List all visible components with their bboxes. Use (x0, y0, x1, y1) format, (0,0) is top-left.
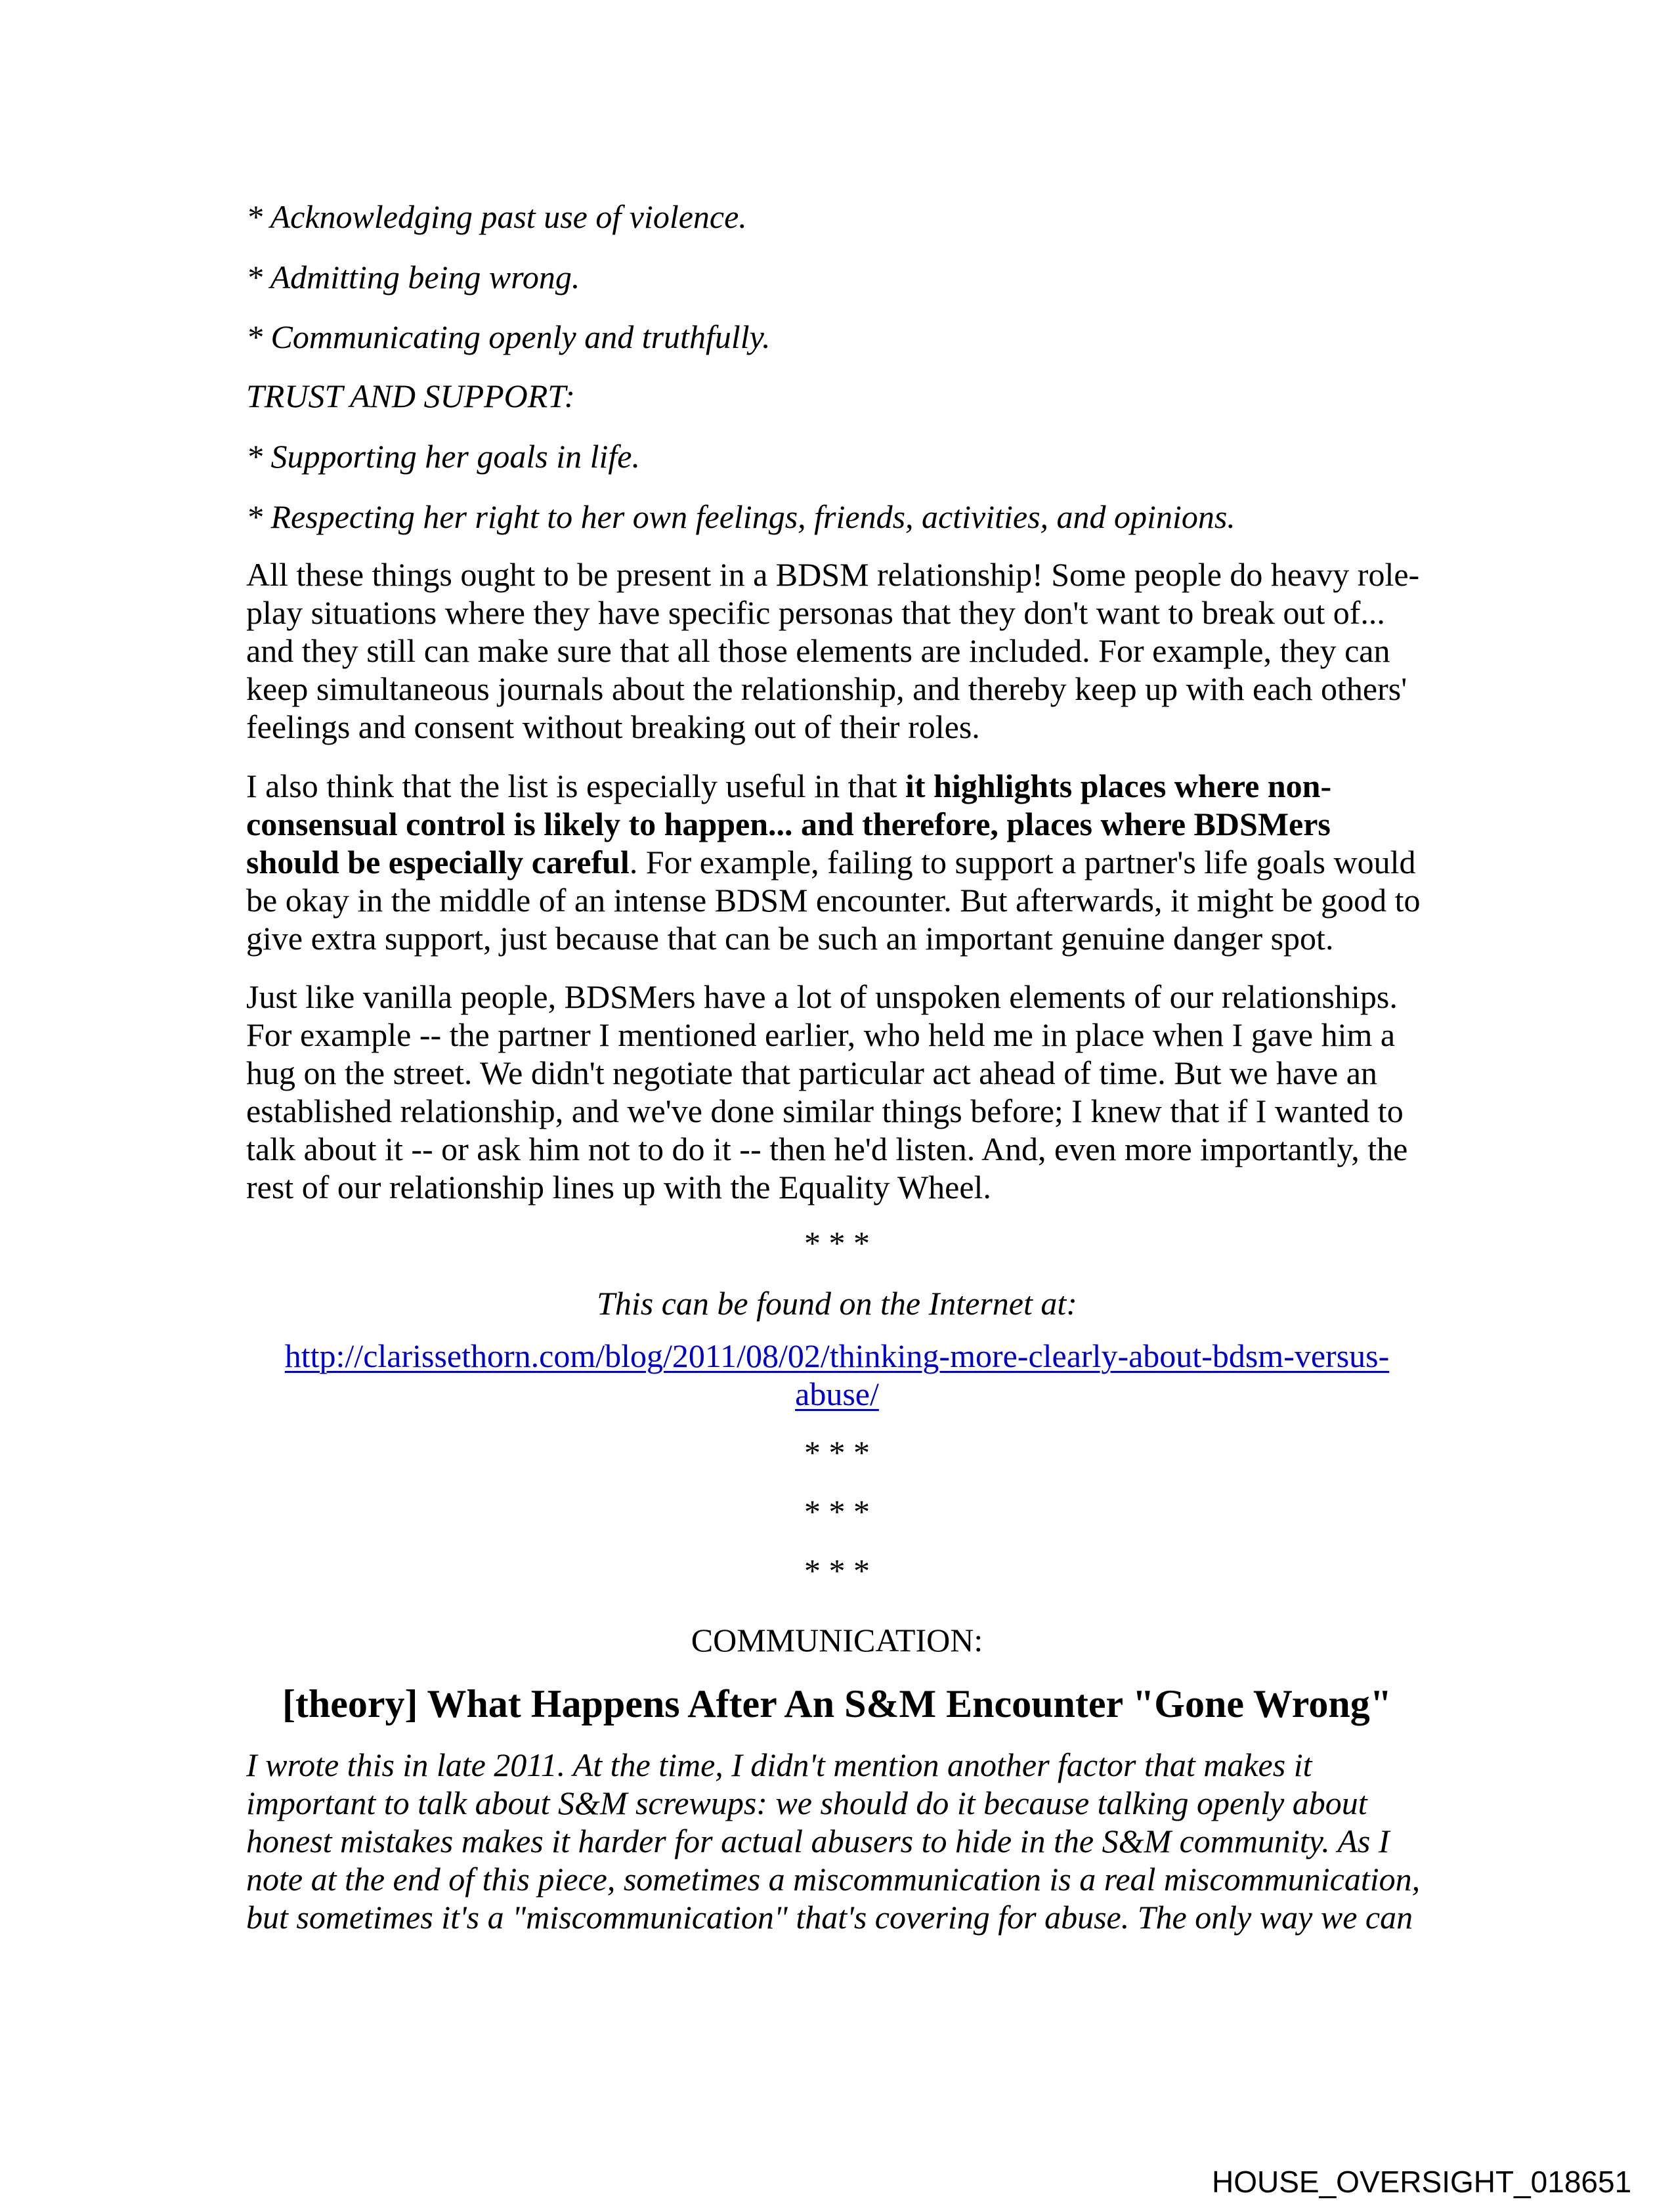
list-heading-trust-and-support: TRUST AND SUPPORT: (246, 378, 576, 414)
paragraph-line: important to talk about S&M screwups: we should do it because talking openly about (246, 1785, 1367, 1821)
paragraph-line: Just like vanilla people, BDSMers have a lot of unspoken elements of our relationships. (246, 978, 1398, 1015)
list-item: * Communicating openly and truthfully. (246, 318, 771, 355)
paragraph-line: and they still can make sure that all those elements are included. For example, they can (246, 632, 1390, 669)
paragraph-line: feelings and consent without breaking out of their roles. (246, 708, 980, 745)
paragraph-line-bold: consensual control is likely to happen... and therefore, places where BDSMers (246, 806, 1331, 842)
paragraph-line: keep simultaneous journals about the relationship, and thereby keep up with each others' (246, 670, 1407, 707)
plain-text: . For example, failing to support a partner's life goals would (629, 844, 1416, 880)
paragraph-line: All these things ought to be present in a BDSM relationship! Some people do heavy role- (246, 556, 1420, 593)
paragraph-line: I wrote this in late 2011. At the time, I didn't mention another factor that makes it (246, 1746, 1312, 1783)
bold-text: should be especially careful (246, 844, 630, 880)
paragraph-line: hug on the street. We didn't negotiate that particular act ahead of time. But we have an (246, 1054, 1377, 1091)
list-item: * Acknowledging past use of violence. (246, 198, 747, 235)
paragraph-line: talk about it -- or ask him not to do it -- then he'd listen. And, even more importantly, the (246, 1131, 1408, 1167)
source-link-line-1[interactable] (246, 1337, 1428, 1375)
paragraph-line: be okay in the middle of an intense BDSM encounter. But afterwards, it might be good to (246, 882, 1421, 919)
section-separator: * * * (804, 1434, 870, 1471)
paragraph-line: For example -- the partner I mentioned earlier, who held me in place when I gave him a (246, 1016, 1396, 1053)
list-item: * Supporting her goals in life. (246, 438, 640, 475)
paragraph-line: but sometimes it's a "miscommunication" that's covering for abuse. The only way we can (246, 1899, 1413, 1936)
section-label: COMMUNICATION: (691, 1622, 983, 1659)
paragraph-line (246, 767, 1331, 805)
bold-text: it highlights places where non- (905, 768, 1332, 804)
paragraph-line: play situations where they have specific personas that they don't want to break out of... (246, 594, 1385, 631)
source-link-line-2[interactable] (246, 1375, 1428, 1413)
source-note: This can be found on the Internet at: (597, 1285, 1077, 1322)
list-item: * Respecting her right to her own feelings, friends, activities, and opinions. (246, 498, 1235, 535)
source-link[interactable]: http://clarissethorn.com/blog/2011/08/02/thinking-more-clearly-about-bdsm-versus- (284, 1337, 1390, 1374)
paragraph-line (246, 843, 1415, 881)
bates-stamp: HOUSE_OVERSIGHT_018651 (1212, 2165, 1632, 2199)
list-item: * Admitting being wrong. (246, 259, 580, 295)
paragraph-line: give extra support, just because that can be such an important genuine danger spot. (246, 920, 1334, 957)
paragraph-line: established relationship, and we've done similar things before; I knew that if I wanted to (246, 1093, 1404, 1129)
plain-text: I also think that the list is especially useful in that (246, 768, 905, 804)
paragraph-line: honest mistakes makes it harder for actual abusers to hide in the S&M community. As I (246, 1823, 1390, 1859)
paragraph-line: note at the end of this piece, sometimes a miscommunication is a real miscommunication, (246, 1861, 1421, 1898)
section-separator: * * * (804, 1493, 870, 1530)
paragraph-line: rest of our relationship lines up with the Equality Wheel. (246, 1169, 991, 1205)
article-title: [theory] What Happens After An S&M Encounter "Gone Wrong" (282, 1682, 1392, 1725)
source-link[interactable]: abuse/ (795, 1376, 879, 1412)
section-separator: * * * (804, 1225, 870, 1261)
section-separator: * * * (804, 1552, 870, 1589)
